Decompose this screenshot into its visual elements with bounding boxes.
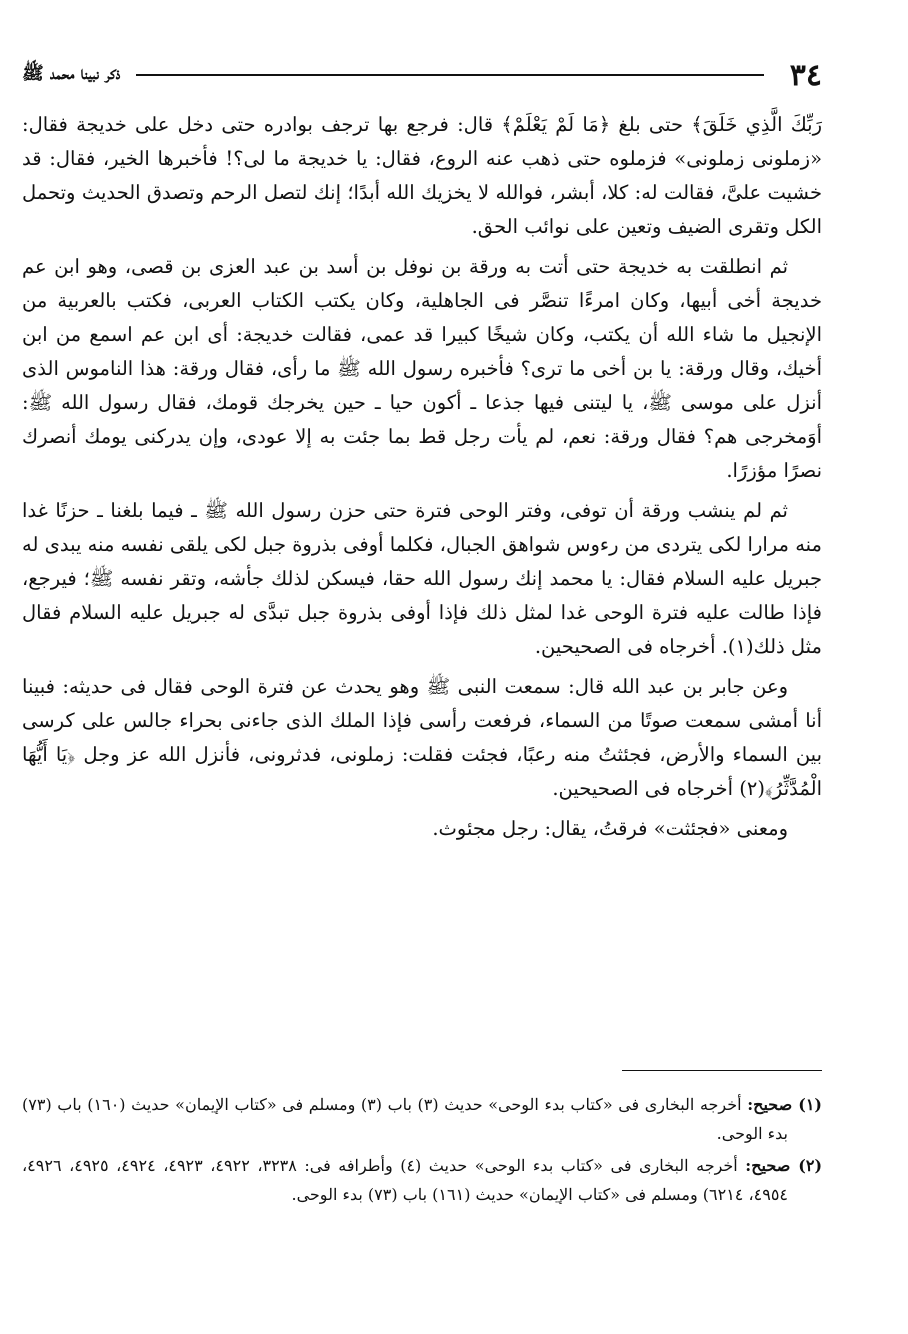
main-text (22, 108, 822, 846)
paragraph-5: ومعنى «فجئثت» فرقتُ، يقال: رجل مجئوث. (432, 817, 788, 840)
paragraph-2: ثم انطلقت به خديجة حتى أتت به ورقة بن نوفل بن أسد بن عبد العزى بن قصى، وهو ابن عم خديجة أخى أبيها، وكان امرءًا تنصَّر فى الجاهلية، وكان يكتب الكتاب العربى، فكتب بالعربية من الإنجيل ما شاء الله أن يكتب، وكان شيخًا كبيرا قد عمى، فقالت خديجة: أى ابن عم اسمع من ابن أخيك، وقال ورقة: يا بن أخى ما ترى؟ فأخبره رسول الله ﷺ ما رأى، فقال ورقة: هذا الناموس الذى أنزل على موسى ﷺ، يا ليتنى فيها جذعا ـ أكون حيا ـ حين يخرجك قومك، فقال رسول الله ﷺ: أوَمخرجى هم؟ فقال ورقة: نعم، لم يأت رجل قط بما جئت به إلا عودى، وإن يدركنى يومك أنصرك نصرًا مؤزرًا. (22, 255, 822, 482)
running-title: ذكر نبينا محمد ﷺ (22, 63, 121, 84)
paragraph-4: وعن جابر بن عبد الله قال: سمعت النبى ﷺ وهو يحدث عن فترة الوحى فقال فى حديثه: فبينا أنا أمشى سمعت صوتًا من السماء، فرفعت رأسى فإذا الملك الذى جاءنى بحراء جالس على كرسى بين السماء والأرض، فجئثتُ منه رعبًا، فجئت فقلت: زملونى، فدثرونى، فأنزل الله عز وجل ﴿يَا أَيُّهَا الْمُدَّثِّرُ﴾(٢) أخرجاه فى الصحيحين. (22, 675, 822, 800)
page-number: ٣٤ (789, 57, 822, 93)
header-rule (136, 74, 763, 76)
footnote-2-lead: (٢) صحيح: (745, 1156, 823, 1175)
footnote-2 (22, 1151, 822, 1209)
footnote-2-text: أخرجه البخارى فى «كتاب بدء الوحى» حديث (٤) وأطرافه فى: ٣٢٣٨، ٤٩٢٢، ٤٩٢٣، ٤٩٢٤، ٤٩٢٥، ٤٩٢٦، ٤٩٥٤، ٦٢١٤) ومسلم فى «كتاب الإيمان» حديث (١٦١) باب (٧٣) بدء الوحى. (22, 1156, 788, 1204)
running-header (22, 52, 822, 98)
document-page (22, 52, 822, 1302)
footnote-1 (22, 1090, 822, 1148)
footnote-1-text: أخرجه البخارى فى «كتاب بدء الوحى» حديث (٣) باب (٣) ومسلم فى «كتاب الإيمان» حديث (١٦٠) باب (٧٣) بدء الوحى. (22, 1095, 788, 1143)
paragraph-1: رَبِّكَ الَّذِي خَلَقَ﴾ حتى بلغ ﴿مَا لَمْ يَعْلَمْ﴾ قال: فرجع بها ترجف بوادره حتى دخل على خديجة فقال: «زملونى زملونى» فزملوه حتى ذهب عنه الروع، فقال: يا خديجة ما لى؟! فأخبرها الخير، فقال: قد خشيت علىَّ، فقالت له: كلا، أبشر، فوالله لا يخزيك الله أبدًا؛ إنك لتصل الرحم وتصدق الحديث وتحمل الكل وتقرى الضيف وتعين على نوائب الحق. (22, 113, 822, 238)
footnote-separator (622, 1070, 822, 1071)
footnote-1-lead: (١) صحيح: (747, 1095, 822, 1114)
paragraph-3: ثم لم ينشب ورقة أن توفى، وفتر الوحى فترة حتى حزن رسول الله ﷺ ـ فيما بلغنا ـ حزنًا غدا منه مرارا لكى يتردى من رءوس شواهق الجبال، فكلما أوفى بذروة جبل لكى يلقى نفسه منه يبدى له جبريل عليه السلام فقال: يا محمد إنك رسول الله حقا، فيسكن لذلك جأشه، وتقر نفسه ﷺ؛ فيرجع، فإذا طالت عليه فترة الوحى غدا لمثل ذلك فإذا أوفى بذروة جبل تبدَّى له جبريل عليه السلام فقال مثل ذلك(١). أخرجاه فى الصحيحين. (22, 499, 822, 658)
footnotes (22, 1090, 822, 1212)
